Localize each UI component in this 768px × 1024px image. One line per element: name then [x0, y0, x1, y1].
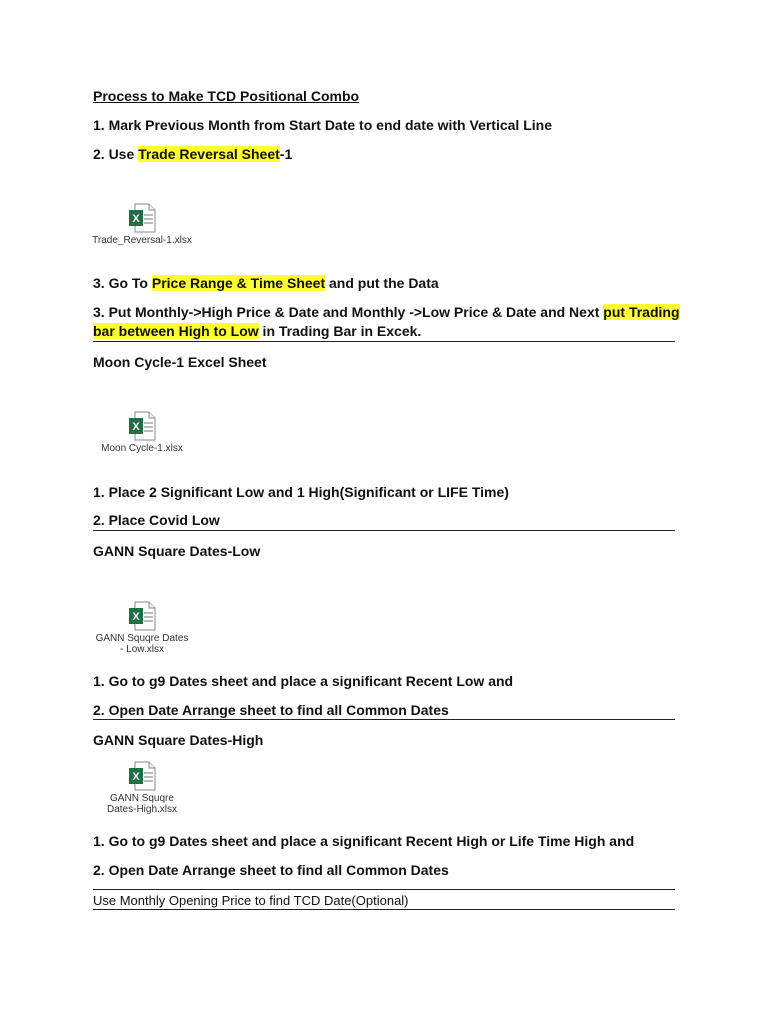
step-go-to-g9-low: 1. Go to g9 Dates sheet and place a significant Recent Low and — [93, 673, 514, 689]
footer-note: Use Monthly Opening Price to find TCD Date(Optional) — [93, 893, 409, 908]
excel-file-icon — [127, 203, 157, 233]
step-put-monthly-line2 — [93, 322, 421, 340]
svg-text:X: X — [132, 213, 140, 225]
attachment-trade-reversal[interactable] — [90, 203, 194, 246]
file-name: GANN Squqre — [110, 793, 174, 804]
step-open-date-arrange: 2. Open Date Arrange sheet to find all Common Dates — [93, 862, 449, 878]
svg-text:X: X — [132, 611, 140, 623]
excel-file-icon — [127, 761, 157, 791]
section-heading-gann-high: GANN Square Dates-High — [93, 732, 264, 748]
file-name: - Low.xlsx — [120, 644, 164, 655]
step-mark-previous-month: 1. Mark Previous Month from Start Date to end date with Vertical Line — [93, 117, 552, 133]
svg-text:X: X — [132, 771, 140, 783]
section-divider — [93, 530, 675, 531]
file-name: Trade_Reversal-1.xlsx — [92, 235, 192, 246]
step-go-to-g9-high: 1. Go to g9 Dates sheet and place a significant Recent High or Life Time High and — [93, 833, 635, 849]
attachment-gann-high[interactable] — [90, 761, 194, 815]
step-place-covid-low: 2. Place Covid Low — [93, 512, 220, 528]
file-name: GANN Squqre Dates — [95, 633, 189, 644]
section-heading-gann-low: GANN Square Dates-Low — [93, 543, 261, 559]
svg-text:X: X — [132, 421, 140, 433]
section-divider — [93, 341, 675, 342]
section-divider — [93, 719, 675, 720]
file-name: Dates-High.xlsx — [106, 804, 178, 815]
step-text: in Trading Bar in Excek. — [258, 323, 422, 339]
step-text: -1 — [279, 146, 293, 162]
highlight-text: Trade Reversal Sheet — [138, 146, 280, 162]
page-title: Process to Make TCD Positional Combo — [93, 88, 360, 104]
highlight-text: bar between High to Low — [93, 323, 259, 339]
highlight-text: Price Range & Time Sheet — [151, 275, 326, 291]
step-go-to-price-range — [93, 274, 439, 292]
attachment-gann-low[interactable] — [88, 601, 196, 655]
step-text: 3. Go To — [93, 275, 152, 291]
step-text: and put the Data — [325, 275, 439, 291]
excel-file-icon — [127, 601, 157, 631]
attachment-moon-cycle[interactable] — [92, 411, 192, 454]
highlight-text: put Trading — [603, 304, 680, 320]
section-divider — [93, 889, 675, 890]
excel-file-icon — [127, 411, 157, 441]
step-text: 2. Use — [93, 146, 139, 162]
step-put-monthly-line1 — [93, 303, 680, 321]
step-open-date-arrange: 2. Open Date Arrange sheet to find all Common Dates — [93, 702, 449, 718]
step-text: 3. Put Monthly->High Price & Date and Monthly ->Low Price & Date and Next — [93, 304, 604, 320]
file-name: Moon Cycle-1.xlsx — [101, 443, 183, 454]
step-use-trade-reversal — [93, 145, 292, 163]
section-divider — [93, 909, 675, 910]
step-place-significant-low: 1. Place 2 Significant Low and 1 High(Significant or LIFE Time) — [93, 484, 509, 500]
section-heading-moon-cycle: Moon Cycle-1 Excel Sheet — [93, 354, 267, 370]
